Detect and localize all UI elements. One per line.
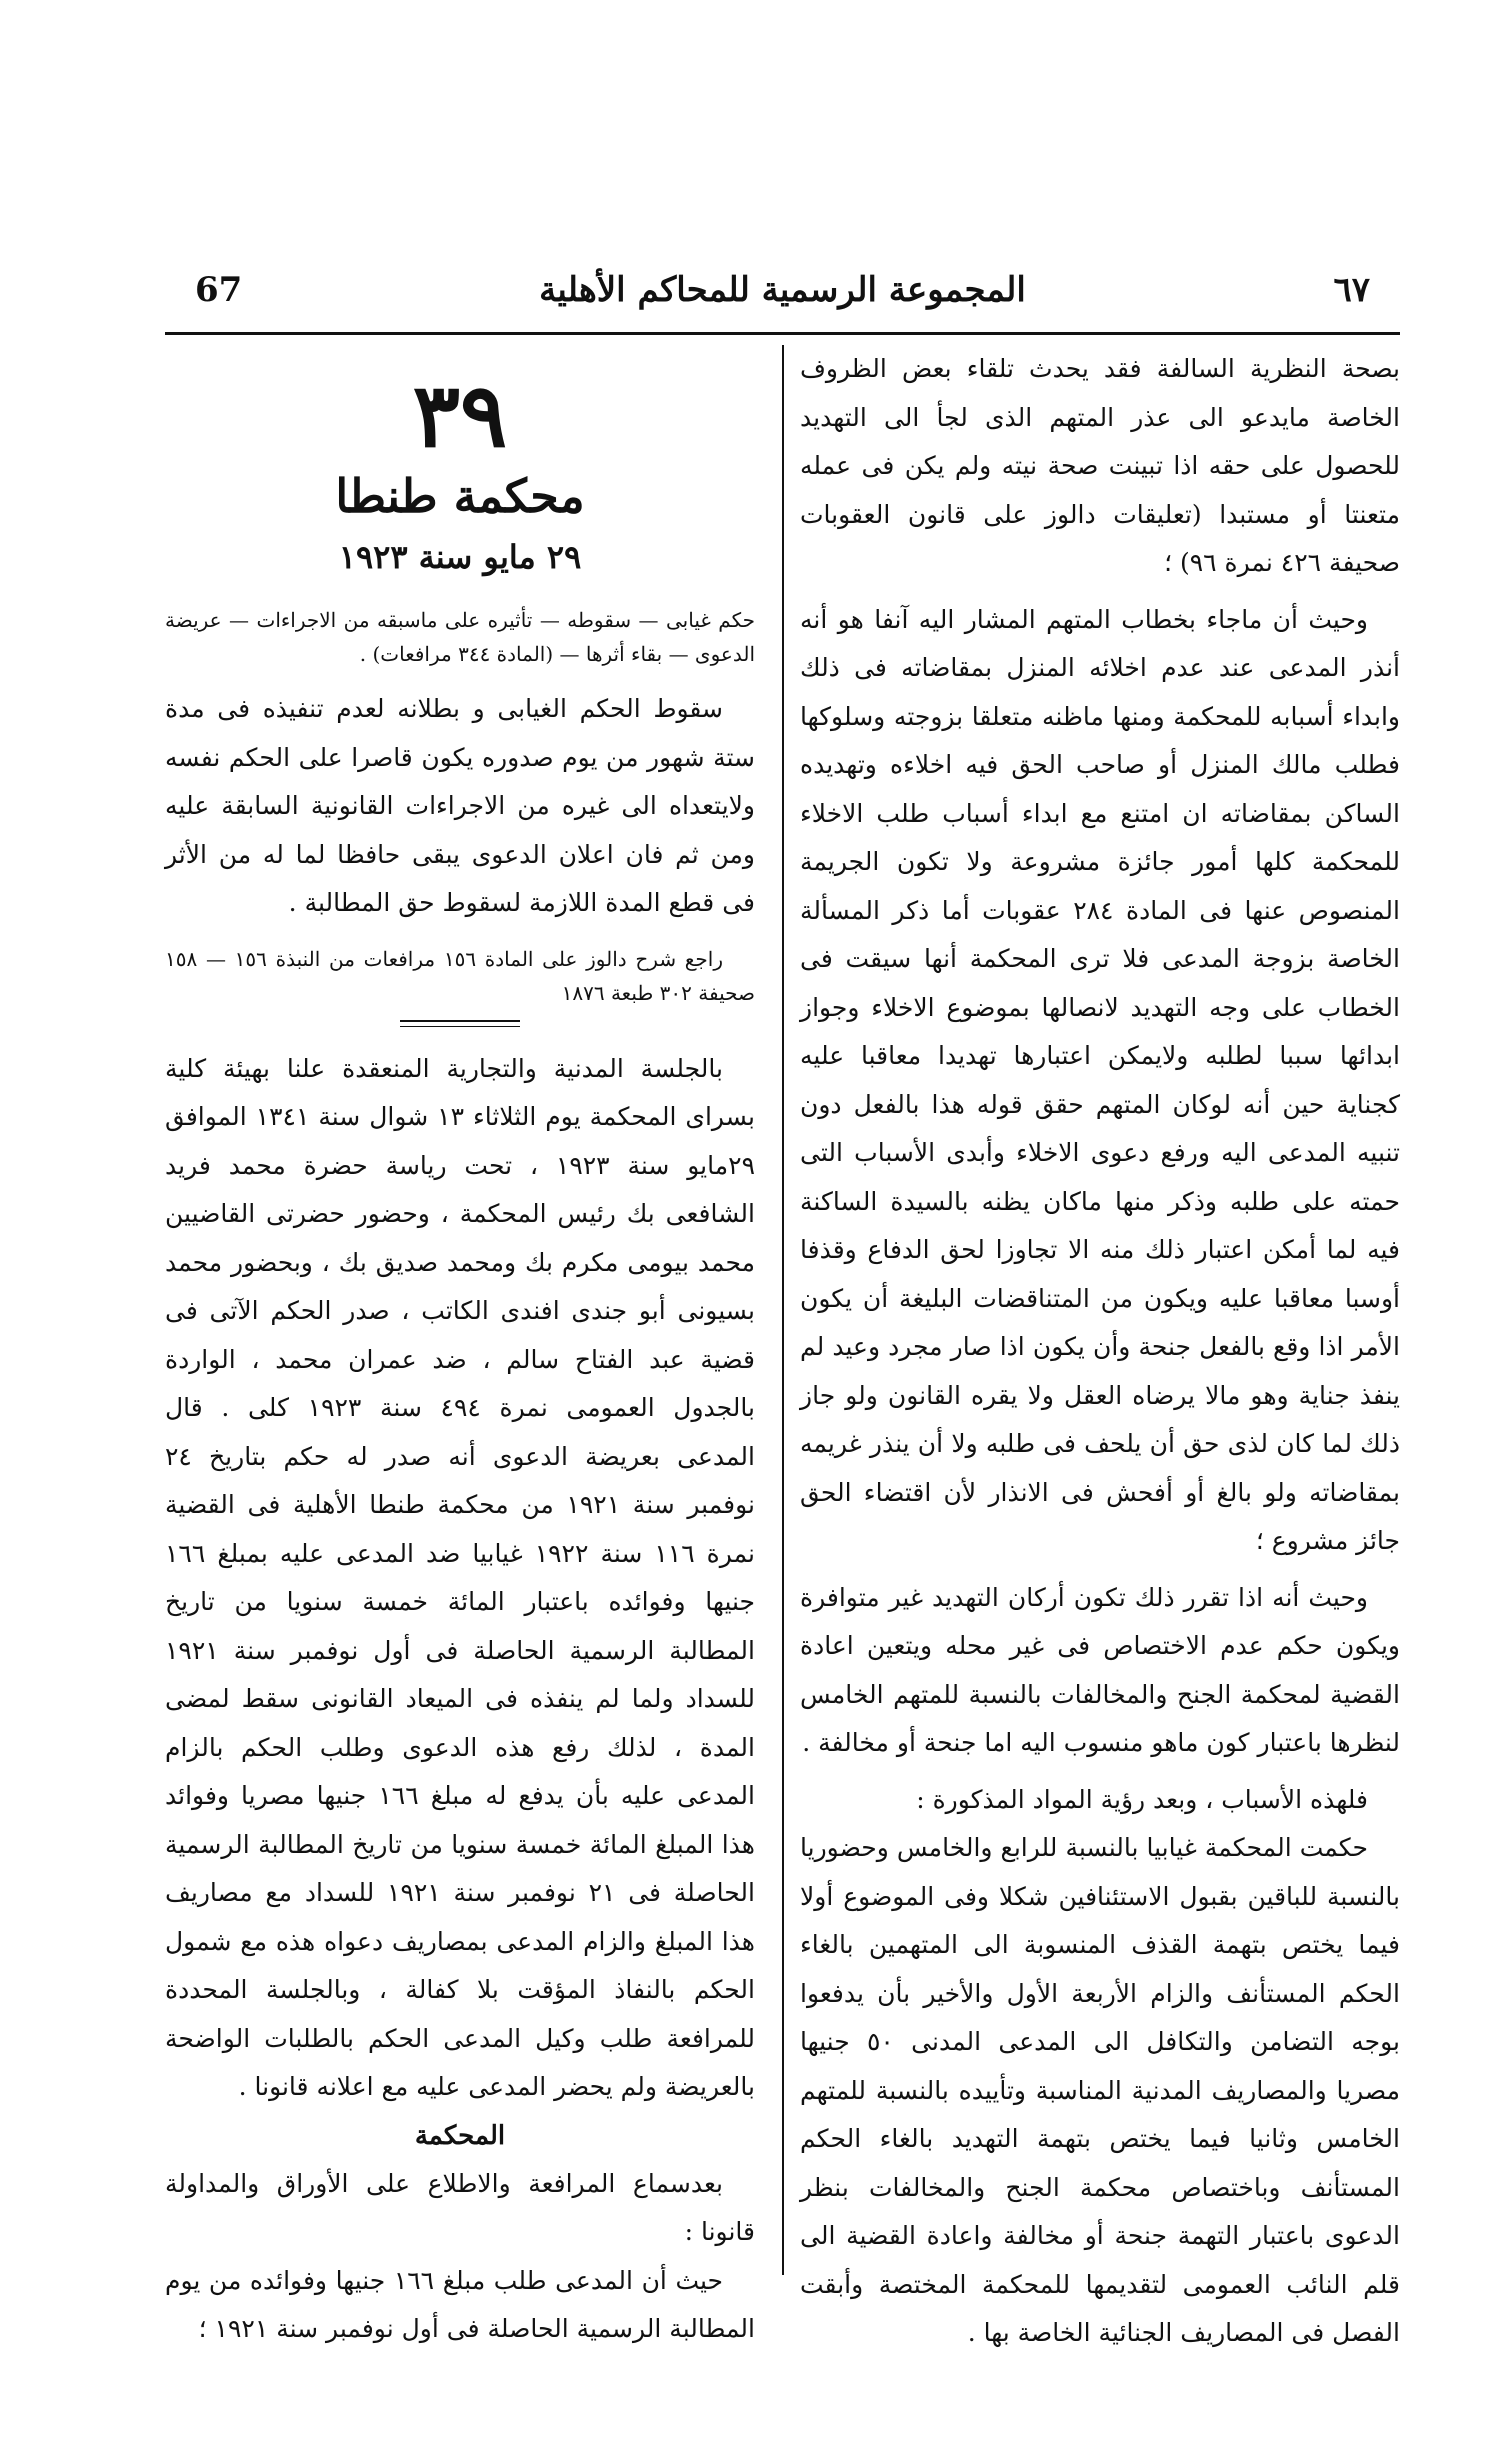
column-divider bbox=[782, 345, 784, 2275]
left-column bbox=[165, 345, 755, 2354]
paragraph: وحيث أنه اذا تقرر ذلك تكون أركان التهديد غير متوافرة ويكون حكم عدم الاختصاص فى غير محله ويتعين اعادة القضية لمحكمة الجنح والمخالفات بالنسبة للمتهم الخامس لنظرها باعتبار كون ماهو منسوب اليه اما جنحة أو مخالفة . bbox=[800, 1582, 1400, 1757]
paragraph: وحيث أن ماجاء بخطاب المتهم المشار اليه آنفا هو أنه أنذر المدعى عند عدم اخلائه المنزل بمقاضاته فى ذلك وابداء أسبابه للمحكمة ومنها ماظنه متعلقا بزوجته وسلوكها فطلب مالك المنزل أو صاحب الحق فيه اخلاءه وتهديده الساكن بمقاضاته ان امتنع مع ابداء أسباب طلب الاخلاء للمحكمة كلها أمور جائزة مشروعة ولا تكون الجريمة المنصوص عنها فى المادة ٢٨٤ عقوبات أما ذكر المسألة الخاصة بزوجة المدعى فلا ترى المحكمة أنها سيقت فى الخطاب على وجه التهديد لانصالها بموضوع الاخلاء وجواز ابدائها سببا لطلبه ولايمكن اعتبارها تهديدا معاقبا عليه كجناية حين أنه لوكان المتهم حقق قوله هذا بالفعل دون تنبيه المدعى اليه ورفع دعوى الاخلاء وأبدى الأسباب التى حمته على طلبه وذكر منها ماكان يظنه بالسيدة الساكنة فيه لما أمكن اعتبار ذلك منه الا تجاوزا لحق الدفاع وقذفا أوسبا معاقبا عليه ويكون من المتناقضات البليغة أن يكون الأمر اذا وقع بالفعل جنحة وأن يكون اذا صار مجرد وعيد لم ينفذ جناية وهو مالا يرضاه العقل ولا يقره القانون ولو جاز ذلك لما كان لذى حق أن يلحف فى طلبه ولا أن ينذر غريمه بمقاضاته ولو بالغ أو أفحش فى الانذار لأن اقتضاء الحق جائز مشروع ؛ bbox=[800, 604, 1400, 1555]
paragraph: بعدسماع المرافعة والاطلاع على الأوراق والمداولة قانونا : bbox=[165, 2168, 755, 2246]
case-body: بالجلسة المدنية والتجارية المنعقدة علنا بهيئة كلية بسراى المحكمة يوم الثلاثاء ١٣ شوال سنة ١٣٤١ الموافق ٢٩مايو سنة ١٩٢٣ ، تحت رياسة حضرة محمد فريد الشافعى بك رئيس المحكمة ، وحضور حضرتى القاضيين محمد بيومى مكرم بك ومحمد صديق بك ، وبحضور محمد بسيونى أبو جندى افندى الكاتب ، صدر الحكم الآتى فى قضية عبد الفتاح سالم ، ضد عمران محمد ، الواردة بالجدول العمومى نمرة ٤٩٤ سنة ١٩٢٣ كلى . قال المدعى بعريضة الدعوى أنه صدر له حكم بتاريخ ٢٤ نوفمبر سنة ١٩٢١ من محكمة طنطا الأهلية فى القضية نمرة ١١٦ سنة ١٩٢٢ غيابيا ضد المدعى عليه بمبلغ ١٦٦ جنيها وفوائده باعتبار المائة خمسة سنويا من تاريخ المطالبة الرسمية الحاصلة فى أول نوفمبر سنة ١٩٢١ للسداد ولما لم ينفذه فى الميعاد القانونى سقط لمضى المدة ، لذلك رفع هذه الدعوى وطلب الحكم بالزام المدعى عليه بأن يدفع له مبلغ ١٦٦ جنيها مصريا وفوائد هذا المبلغ المائة خمسة سنويا من تاريخ المطالبة الرسمية الحاصلة فى ٢١ نوفمبر سنة ١٩٢١ للسداد مع مصاريف هذا المبلغ والزام المدعى بمصاريف دعواه هذه مع شمول الحكم بالنفاذ المؤقت بلا كفالة ، وبالجلسة المحددة للمرافعة طلب وكيل المدعى الحكم بالطلبات الواضحة بالعريضة ولم يحضر المدعى عليه مع اعلانه قانونا . bbox=[165, 1053, 755, 2101]
verdict-paragraph: حكمت المحكمة غيابيا بالنسبة للرابع والخامس وحضوريا بالنسبة للباقين بقبول الاستئنافين شكلا وفى الموضوع أولا فيما يختص بتهمة القذف المنسوبة الى المتهمين بالغاء الحكم المستأنف والزام الأربعة الأول والأخير بأن يدفعوا بوجه التضامن والتكافل الى المدعى المدنى ٥٠ جنيها مصريا والمصاريف المدنية المناسبة وتأييده بالنسبة للمتهم الخامس وثانيا فيما يختص بتهمة التهديد بالغاء الحكم المستأنف وباختصاص محكمة الجنح والمخالفات بنظر الدعوى باعتبار التهمة جنحة أو مخالفة واعادة القضية الى قلم النائب العمومى لتقديمها للمحكمة المختصة وأبقت الفصل فى المصاريف الجنائية الخاصة بها . bbox=[800, 1833, 1400, 2347]
page-number-arabic: ٦٧ bbox=[1333, 270, 1370, 310]
right-column bbox=[800, 345, 1400, 2358]
court-name: محكمة طنطا bbox=[335, 469, 585, 523]
page-number-western: 67 bbox=[195, 270, 243, 310]
header-rule bbox=[165, 332, 1400, 335]
reference-note: راجع شرح دالوز على المادة ١٥٦ مرافعات من النبذة ١٥٦ — ١٥٨ صحيفة ٣٠٢ طبعة ١٨٧٦ bbox=[165, 946, 755, 1005]
section-divider bbox=[400, 1020, 520, 1027]
section-heading: المحكمة bbox=[414, 2120, 506, 2151]
page-header bbox=[165, 270, 1400, 320]
paragraph: بصحة النظرية السالفة فقد يحدث تلقاء بعض الظروف الخاصة مايدعو الى عذر المتهم الذى لجأ الى التهديد للحصول على حقه اذا تبينت صحة نيته ولم يكن فى عمله متعنتا أو مستبدا (تعليقات دالوز على قانون العقوبات صحيفة ٤٢٦ نمرة ٩٦) ؛ bbox=[800, 354, 1400, 577]
case-number: ٣٩ bbox=[412, 363, 508, 467]
publication-title: المجموعة الرسمية للمحاكم الأهلية bbox=[539, 270, 1026, 310]
summary-principle: سقوط الحكم الغيابى و بطلانه لعدم تنفيذه فى مدة ستة شهور من يوم صدوره يكون قاصرا على الحكم نفسه ولايتعداه الى غيره من الاجراءات القانونية السابقة عليه ومن ثم فان اعلان الدعوى يبقى حافظا لما له من الأثر فى قطع المدة اللازمة لسقوط حق المطالبة . bbox=[165, 694, 755, 917]
judgment-date: ٢٩ مايو سنة ١٩٢٣ bbox=[338, 538, 582, 576]
keywords: حكم غيابى — سقوطه — تأثيره على ماسبقه من الاجراءات — عريضة الدعوى — بقاء أثرها — (المادة ٣٤٤ مرافعات) . bbox=[165, 608, 755, 666]
paragraph: حيث أن المدعى طلب مبلغ ١٦٦ جنيها وفوائده من يوم المطالبة الرسمية الحاصلة فى أول نوفمبر سنة ١٩٢١ ؛ bbox=[165, 2265, 755, 2343]
paragraph: فلهذه الأسباب ، وبعد رؤية المواد المذكورة : bbox=[916, 1784, 1368, 1814]
